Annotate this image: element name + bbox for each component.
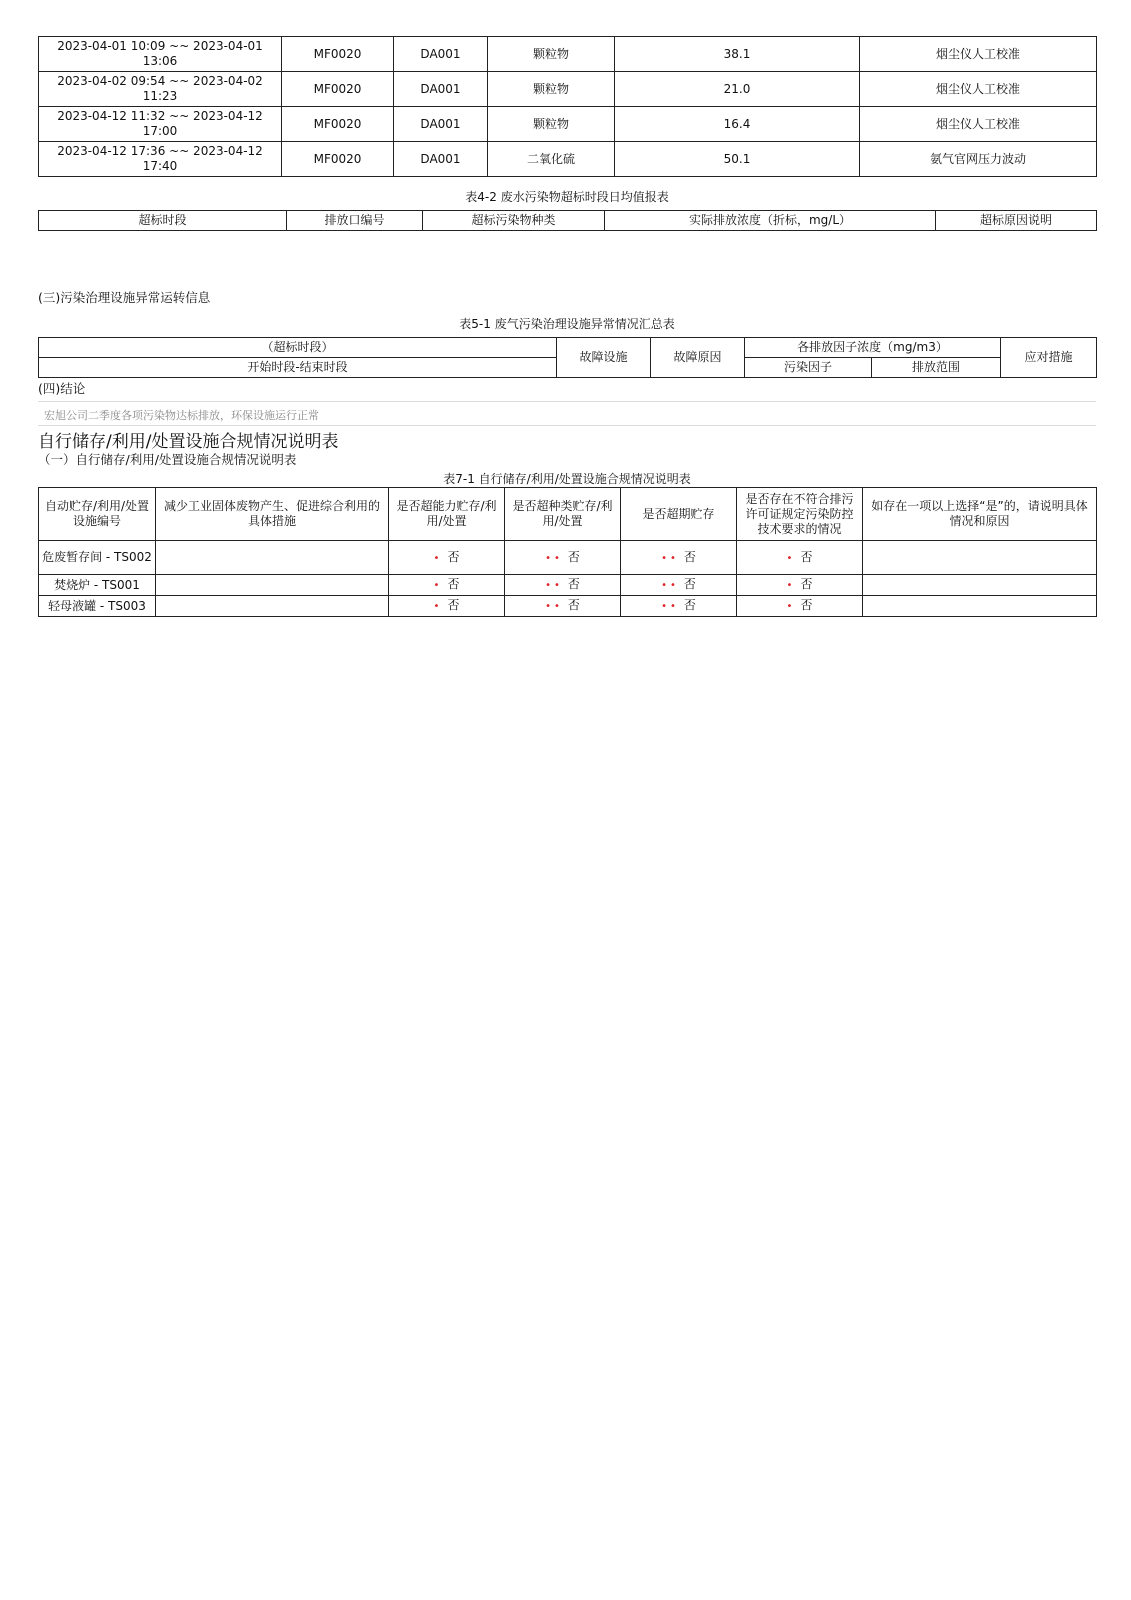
selected-option: 否 [447, 577, 460, 591]
value-cell: 38.1 [615, 37, 860, 72]
pollutant-cell: 颗粒物 [488, 37, 615, 72]
value-cell: 16.4 [615, 107, 860, 142]
header-cell: 污染因子 [745, 358, 872, 378]
selected-option: 否 [683, 549, 696, 564]
note-cell[interactable] [863, 541, 1097, 575]
value-cell: 21.0 [615, 72, 860, 107]
facility-id-cell: 轻母液罐 - TS003 [39, 596, 156, 617]
section-4-title: (四)结论 [38, 381, 86, 396]
table-row [39, 107, 1097, 142]
table-row [39, 37, 1097, 72]
facility-abnormal-table [38, 337, 1097, 378]
value-cell: 50.1 [615, 142, 860, 177]
header-cell: 开始时段-结束时段 [39, 358, 557, 378]
header-cell: 是否超种类贮存/利用/处置 [505, 488, 621, 541]
table-header-row [39, 488, 1097, 541]
table-4-2-caption: 表4-2 废水污染物超标时段日均值报表 [465, 190, 669, 204]
code-cell: MF0020 [282, 107, 394, 142]
selected-option: 否 [567, 598, 580, 612]
select-cell[interactable] [389, 575, 505, 596]
section-7-title: 自行储存/利用/处置设施合规情况说明表 [38, 432, 339, 452]
pollutant-cell: 二氧化硫 [488, 142, 615, 177]
header-cell: 减少工业固体废物产生、促进综合利用的具体措施 [156, 488, 389, 541]
reason-cell: 烟尘仪人工校准 [860, 72, 1097, 107]
selected-option: 否 [447, 598, 460, 612]
code-cell: MF0020 [282, 37, 394, 72]
code-cell: MF0020 [282, 72, 394, 107]
required-mark: •• [661, 552, 679, 564]
header-cell: 故障设施 [557, 338, 651, 378]
exceedance-table-continued [38, 36, 1097, 177]
required-mark: •• [545, 601, 563, 612]
outlet-cell: DA001 [394, 72, 488, 107]
header-cell: 排放口编号 [287, 211, 423, 231]
outlet-cell: DA001 [394, 37, 488, 72]
period-cell: 2023-04-02 09:54 ~~ 2023-04-02 11:23 [39, 72, 282, 107]
select-cell[interactable] [621, 575, 737, 596]
required-mark: • [433, 552, 443, 564]
required-mark: •• [545, 580, 563, 591]
header-cell: 是否超能力贮存/利用/处置 [389, 488, 505, 541]
table-header-row [39, 338, 1097, 358]
required-mark: •• [661, 580, 679, 591]
section-3-title: (三)污染治理设施异常运转信息 [38, 290, 211, 305]
table-row [39, 142, 1097, 177]
header-cell: 超标原因说明 [936, 211, 1097, 231]
header-cell: 如存在一项以上选择“是”的，请说明具体情况和原因 [863, 488, 1097, 541]
table-row [39, 596, 1097, 617]
wastewater-exceedance-table [38, 210, 1097, 231]
selected-option: 否 [683, 598, 696, 612]
conclusion-text: 宏旭公司二季度各项污染物达标排放，环保设施运行正常 [38, 401, 1096, 426]
period-cell: 2023-04-01 10:09 ~~ 2023-04-01 13:06 [39, 37, 282, 72]
header-cell: 故障原因 [651, 338, 745, 378]
outlet-cell: DA001 [394, 107, 488, 142]
header-cell: 超标时段 [39, 211, 287, 231]
measures-cell [156, 596, 389, 617]
header-cell: 应对措施 [1001, 338, 1097, 378]
select-cell[interactable] [505, 575, 621, 596]
measures-cell [156, 541, 389, 575]
required-mark: • [433, 601, 443, 612]
selected-option: 否 [447, 549, 460, 564]
table-row [39, 541, 1097, 575]
selected-option: 否 [567, 577, 580, 591]
selected-option: 否 [567, 549, 580, 564]
select-cell[interactable] [621, 596, 737, 617]
period-cell: 2023-04-12 11:32 ~~ 2023-04-12 17:00 [39, 107, 282, 142]
table-row [39, 72, 1097, 107]
facility-id-cell: 危废暂存间 - TS002 [39, 541, 156, 575]
pollutant-cell: 颗粒物 [488, 107, 615, 142]
section-7-subtitle: （一）自行储存/利用/处置设施合规情况说明表 [38, 452, 297, 467]
reason-cell: 氨气官网压力波动 [860, 142, 1097, 177]
select-cell[interactable] [621, 541, 737, 575]
reason-cell: 烟尘仪人工校准 [860, 37, 1097, 72]
measures-cell [156, 575, 389, 596]
header-cell: 各排放因子浓度（mg/m3） [745, 338, 1001, 358]
header-cell: （超标时段） [39, 338, 557, 358]
reason-cell: 烟尘仪人工校准 [860, 107, 1097, 142]
required-mark: •• [545, 552, 563, 564]
table-row [39, 575, 1097, 596]
select-cell[interactable] [505, 596, 621, 617]
required-mark: • [786, 601, 796, 612]
header-cell: 实际排放浓度（折标，mg/L） [605, 211, 936, 231]
selected-option: 否 [800, 549, 813, 564]
header-cell: 排放范围 [872, 358, 1001, 378]
facility-id-cell: 焚烧炉 - TS001 [39, 575, 156, 596]
table-5-1-caption: 表5-1 废气污染治理设施异常情况汇总表 [459, 317, 675, 331]
select-cell[interactable] [505, 541, 621, 575]
period-cell: 2023-04-12 17:36 ~~ 2023-04-12 17:40 [39, 142, 282, 177]
select-cell[interactable] [737, 541, 863, 575]
required-mark: • [433, 580, 443, 591]
header-cell: 超标污染物种类 [423, 211, 605, 231]
header-cell: 自动贮存/利用/处置设施编号 [39, 488, 156, 541]
selected-option: 否 [800, 598, 813, 612]
selected-option: 否 [683, 577, 696, 591]
code-cell: MF0020 [282, 142, 394, 177]
note-cell[interactable] [863, 596, 1097, 617]
required-mark: •• [661, 601, 679, 612]
storage-compliance-table [38, 487, 1097, 617]
pollutant-cell: 颗粒物 [488, 72, 615, 107]
header-cell: 是否超期贮存 [621, 488, 737, 541]
selected-option: 否 [800, 577, 813, 591]
table-7-1-caption: 表7-1 自行储存/利用/处置设施合规情况说明表 [443, 472, 691, 486]
table-header-row [39, 211, 1097, 231]
required-mark: • [786, 552, 796, 564]
select-cell[interactable] [737, 596, 863, 617]
required-mark: • [786, 580, 796, 591]
select-cell[interactable] [389, 596, 505, 617]
report-page [38, 36, 1096, 617]
select-cell[interactable] [737, 575, 863, 596]
outlet-cell: DA001 [394, 142, 488, 177]
note-cell[interactable] [863, 575, 1097, 596]
select-cell[interactable] [389, 541, 505, 575]
header-cell: 是否存在不符合排污许可证规定污染防控技术要求的情况 [737, 488, 863, 541]
